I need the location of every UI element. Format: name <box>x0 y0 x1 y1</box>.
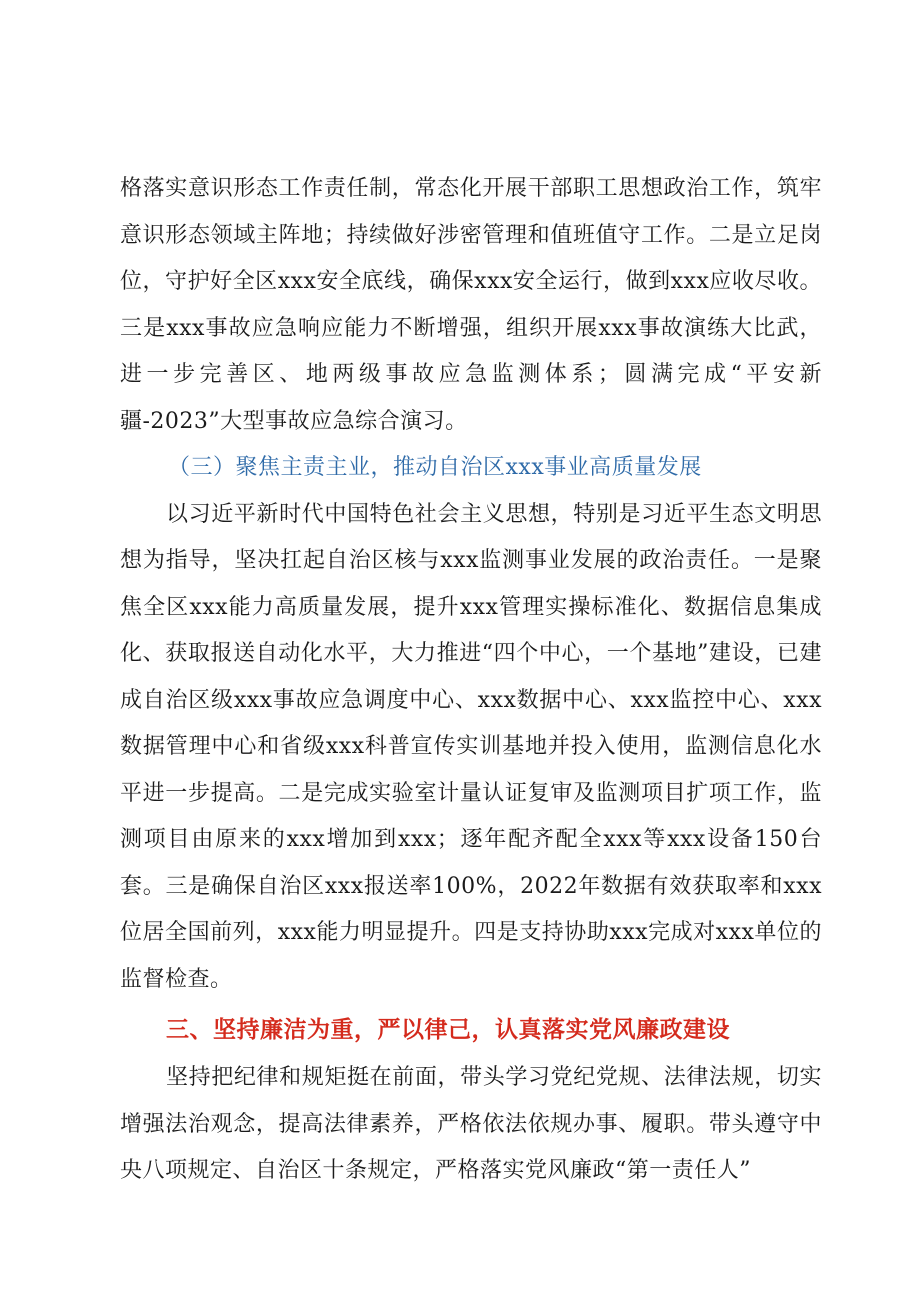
body-paragraph-continued: 格落实意识形态工作责任制，常态化开展干部职工思想政治工作，筑牢意识形态领域主阵地；持续做好涉密管理和值班值守工作。二是立足岗位，守护好全区xxx安全底线，确保xxx安全运行，做到xxx应收尽收。三是xxx事故应急响应能力不断增强，组织开展xxx事故演练大比武，进一步完善区、地两级事故应急监测体系；圆满完成“平安新疆-2023”大型事故应急综合演习。 <box>120 176 822 434</box>
section-heading-3: 三、坚持廉洁为重，严以律己，认真落实党风廉政建设 <box>166 1017 730 1043</box>
subheading-section-3: （三）聚焦主责主业，推动自治区xxx事业高质量发展 <box>168 455 702 480</box>
body-paragraph-integrity: 坚持把纪律和规矩挺在前面，带头学习党纪党规、法律法规，切实增强法治观念，提高法律素养，严格依法依规办事、履职。带头遵守中央八项规定、自治区十条规定，严格落实党风廉政“第一责任人” <box>120 1065 822 1183</box>
body-paragraph-section-3: 以习近平新时代中国特色社会主义思想，特别是习近平生态文明思想为指导，坚决扛起自治区核与xxx监测事业发展的政治责任。一是聚焦全区xxx能力高质量发展，提升xxx管理实操标准化、数据信息集成化、获取报送自动化水平，大力推进“四个中心，一个基地”建设，已建成自治区级xxx事故应急调度中心、xxx数据中心、xxx监控中心、xxx数据管理中心和省级xxx科普宣传实训基地并投入使用，监测信息化水平进一步提高。二是完成实验室计量认证复审及监测项目扩项工作，监测项目由原来的xxx增加到xxx；逐年配齐配全xxx等xxx设备150台套。三是确保自治区xxx报送率100%，2022年数据有效获取率和xxx位居全国前列，xxx能力明显提升。四是支持协助xxx完成对xxx单位的监督检查。 <box>120 501 822 992</box>
document-body <box>120 166 822 1195</box>
